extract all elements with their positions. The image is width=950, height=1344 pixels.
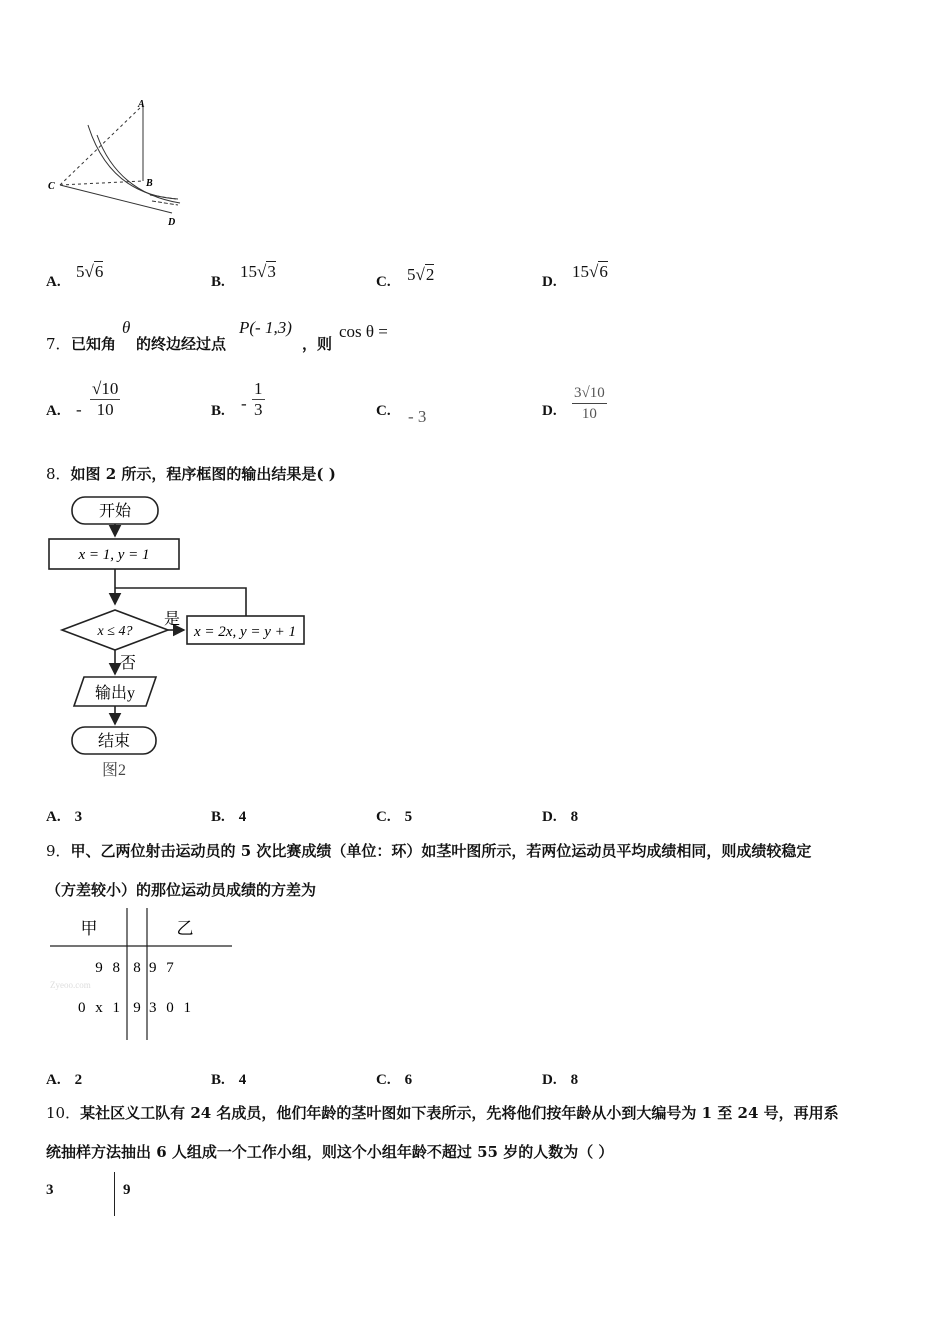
label-b: B bbox=[146, 178, 153, 189]
end-label: 结束 bbox=[97, 733, 131, 750]
q9-option-d[interactable]: D. 8 bbox=[542, 1072, 579, 1088]
slope-curve-2 bbox=[97, 135, 180, 203]
q9-option-b[interactable]: B. 4 bbox=[211, 1072, 247, 1088]
condition-label: x ≤ 4? bbox=[97, 624, 133, 639]
row1-left-leaves: 9 8 bbox=[95, 960, 123, 976]
question-9: 9．甲、乙两位射击运动员的 5 次比赛成绩（单位：环）如茎叶图所示，若两位运动员平均成绩相同，则成绩较稳定 （方差较小）的那位运动员成绩的方差为 bbox=[46, 842, 812, 899]
row1-stem: 8 bbox=[133, 960, 141, 976]
row1-right-leaves: 9 7 bbox=[149, 960, 177, 976]
row2-stem: 9 bbox=[133, 1000, 141, 1016]
q8-option-d[interactable]: D. 8 bbox=[542, 809, 579, 825]
slope-curve-1 bbox=[88, 125, 178, 199]
q8-option-a[interactable]: A. 3 bbox=[46, 809, 83, 825]
output-label: 输出y bbox=[94, 685, 136, 702]
segment-cd bbox=[60, 185, 172, 213]
q8-option-c[interactable]: C. 5 bbox=[376, 809, 413, 825]
stem-divider bbox=[114, 1172, 115, 1216]
question-10: 10．某社区义工队有 24 名成员，他们年龄的茎叶图如下表所示，先将他们按年龄从小到大编号为 1 至 24 号，再用系 统抽样方法抽出 6 人组成一个工作小组，则这个小组年龄不超过 55 岁的人数为（ ） bbox=[46, 1104, 839, 1161]
stem-leaf-plot-q9 bbox=[46, 908, 246, 1044]
label-d: D bbox=[168, 217, 176, 228]
loop-back-line bbox=[115, 588, 246, 616]
figure-caption: 图2 bbox=[101, 762, 127, 779]
yes-label: 是 bbox=[164, 611, 181, 628]
geometry-figure bbox=[40, 95, 190, 230]
init-label: x = 1, y = 1 bbox=[78, 547, 150, 563]
question-8: 8．如图 2 所示，程序框图的输出结果是( ) bbox=[46, 465, 336, 483]
question-7: 7． 已知角 θ 的终边经过点 P(- 1,3) ，则 cos θ = bbox=[46, 318, 388, 353]
q8-option-b[interactable]: B. 4 bbox=[211, 809, 247, 825]
q9-option-a[interactable]: A. 2 bbox=[46, 1072, 83, 1088]
watermark: Zyeoo.com bbox=[50, 980, 91, 990]
row2-right-leaves: 3 0 1 bbox=[149, 1000, 194, 1016]
flowchart bbox=[44, 492, 314, 784]
header-yi: 乙 bbox=[176, 919, 194, 938]
q9-option-c[interactable]: C. 6 bbox=[376, 1072, 413, 1088]
no-label: 否 bbox=[120, 655, 137, 672]
header-jia: 甲 bbox=[80, 919, 98, 938]
label-a: A bbox=[138, 99, 145, 110]
start-label: 开始 bbox=[98, 503, 132, 520]
update-label: x = 2x, y = y + 1 bbox=[194, 624, 296, 640]
row2-left-leaves: 0 x 1 bbox=[78, 1000, 123, 1016]
label-c: C bbox=[48, 181, 55, 192]
